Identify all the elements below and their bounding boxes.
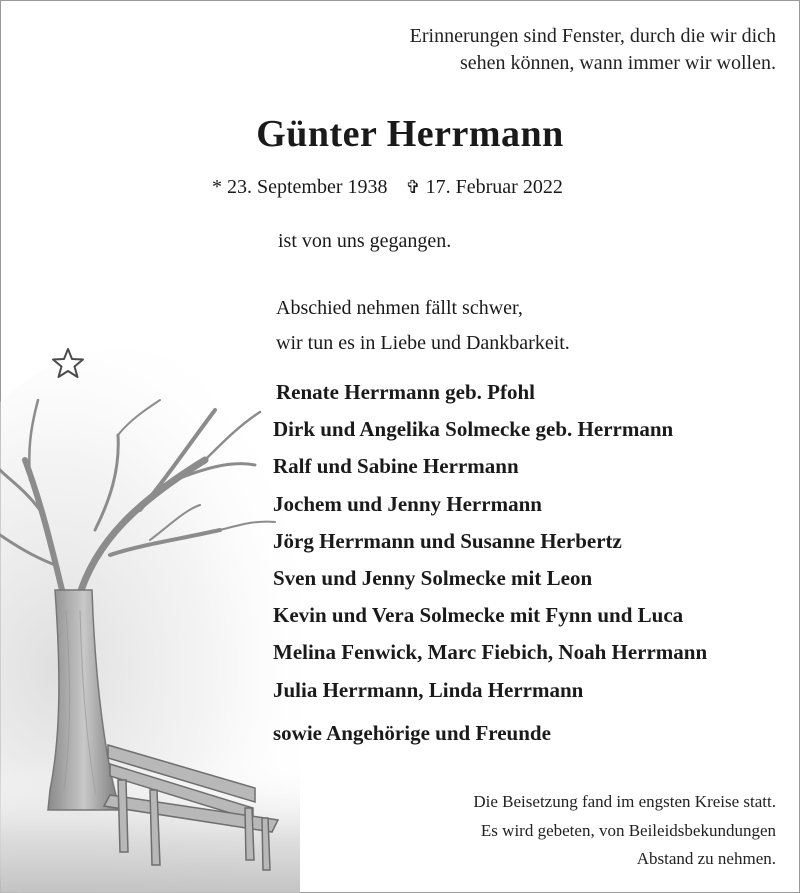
mourner-entry: Renate Herrmann geb. Pfohl — [276, 380, 535, 404]
funeral-notice — [473, 788, 776, 874]
tree-bench-illustration-icon — [0, 340, 300, 893]
relatives-line: sowie Angehörige und Freunde — [273, 721, 551, 745]
mourner-entry: Ralf und Sabine Herrmann — [273, 454, 519, 479]
deceased-name: Günter Herrmann — [256, 113, 564, 155]
death-date: 17. Februar 2022 — [425, 176, 563, 198]
passing-announcement: ist von uns gegangen. — [278, 230, 452, 252]
mourners-list — [273, 374, 707, 709]
mourner-entry: Jörg Herrmann und Susanne Herbertz — [273, 528, 622, 553]
cross-icon: ✞ — [405, 177, 421, 197]
birth-date: * 23. September 1938 — [212, 176, 388, 198]
quote-line-1: Erinnerungen sind Fenster, durch die wir dich — [409, 25, 776, 47]
star-icon — [50, 346, 86, 382]
mourner-entry: Jochem und Jenny Herrmann — [273, 491, 542, 516]
life-dates — [212, 176, 563, 199]
mourner-entry: Sven und Jenny Solmecke mit Leon — [273, 566, 593, 591]
funeral-line-2: Es wird gebeten, von Beileidsbekundungen — [480, 820, 776, 840]
mourner-entry: Melina Fenwick, Marc Fiebich, Noah Herrmann — [273, 640, 708, 665]
mourner-entry: Julia Herrmann, Linda Herrmann — [273, 677, 584, 702]
funeral-line-1: Die Beisetzung fand im engsten Kreise statt. — [473, 792, 776, 811]
quote-line-2: sehen können, wann immer wir wollen. — [459, 52, 776, 74]
mourner-entry: Kevin und Vera Solmecke mit Fynn und Luca — [273, 603, 684, 628]
farewell-line-2: wir tun es in Liebe und Dankbarkeit. — [276, 332, 570, 354]
farewell-text — [276, 291, 570, 361]
memorial-quote — [410, 23, 776, 77]
farewell-line-1: Abschied nehmen fällt schwer, — [276, 297, 523, 319]
mourner-entry: Dirk und Angelika Solmecke geb. Herrmann — [273, 417, 674, 442]
funeral-line-3: Abstand zu nehmen. — [636, 849, 776, 868]
